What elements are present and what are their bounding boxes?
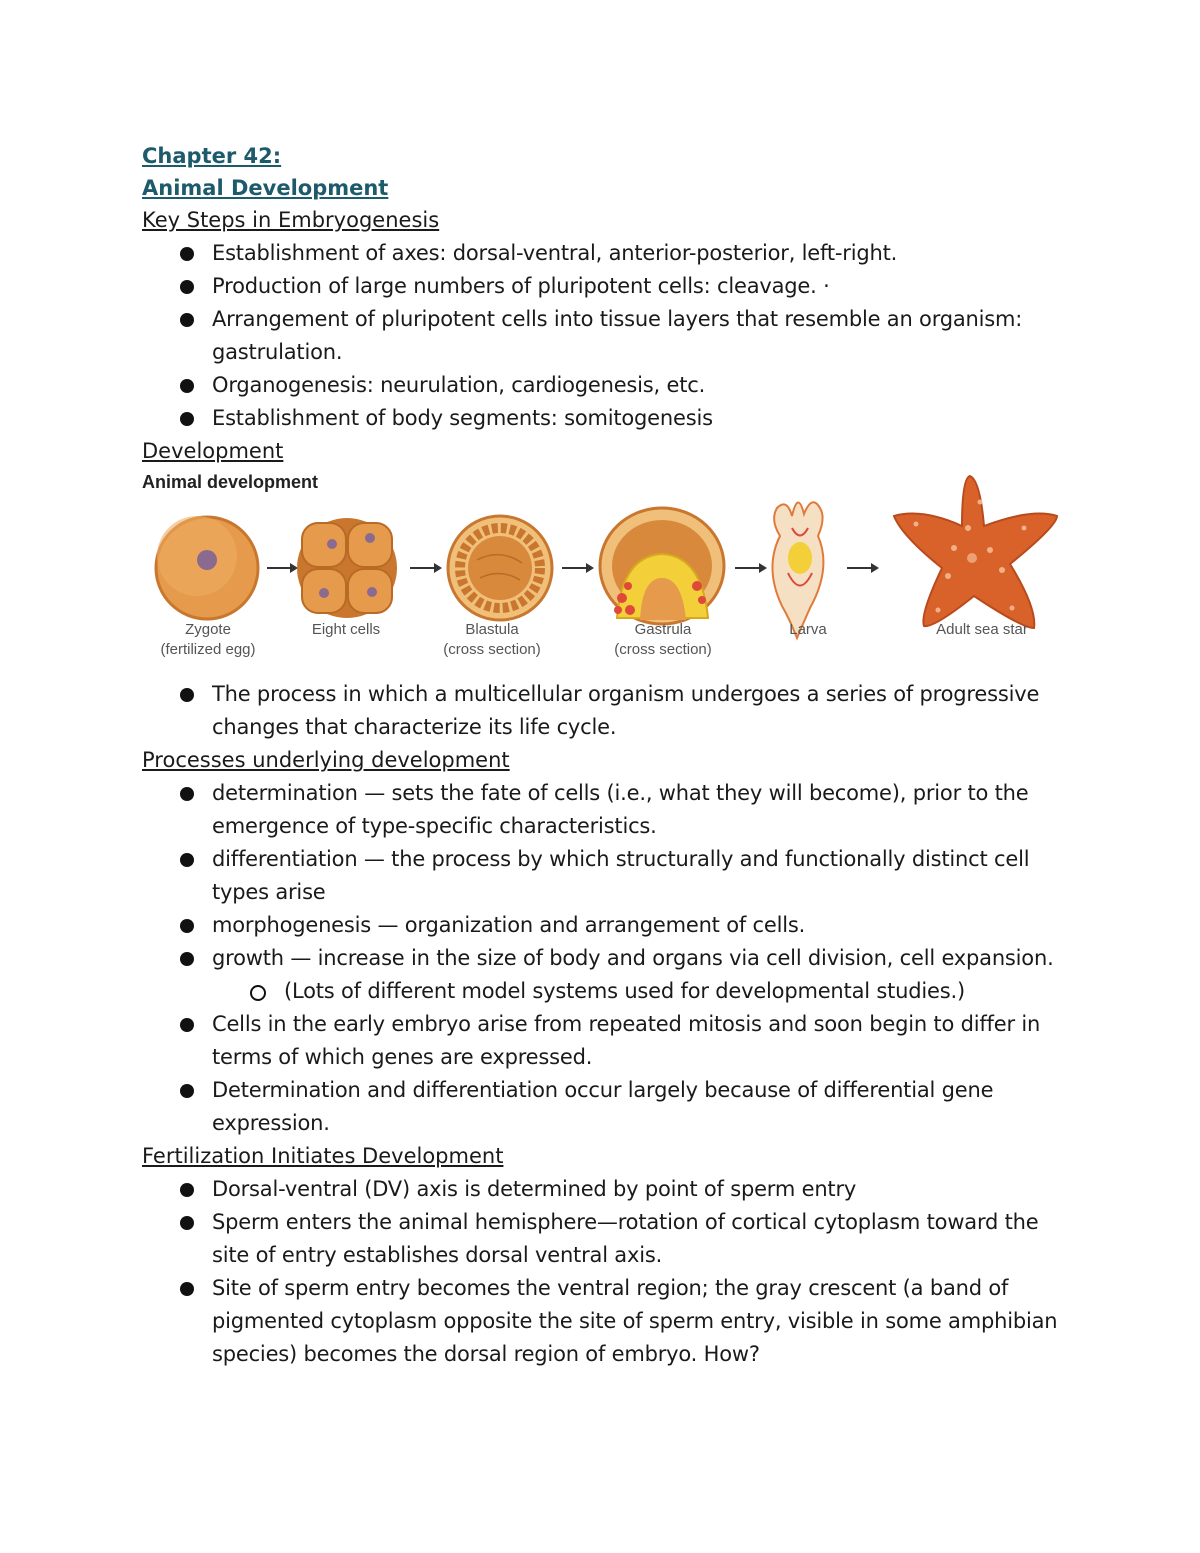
- stage-label-blastula: Blastula (cross section): [443, 621, 541, 658]
- section-heading-fertilization: Fertilization Initiates Development: [142, 1144, 504, 1168]
- arrow-icon: [410, 563, 442, 573]
- arrow-icon: [847, 563, 879, 573]
- stage-label-zygote: Zygote (fertilized egg): [160, 621, 256, 658]
- sea-star-illustration: [894, 476, 1057, 628]
- processes-list: [142, 777, 1072, 1140]
- arrow-icon: [562, 563, 594, 573]
- hollow-bullet-icon: [250, 985, 266, 1001]
- list-item: Establishment of axes: dorsal-ventral, anterior-posterior, left-right.: [142, 237, 1072, 270]
- bullet-icon: [180, 787, 194, 801]
- list-item: morphogenesis — organization and arrangement of cells.: [142, 909, 1072, 942]
- list-item: Determination and differentiation occur largely because of differential gene expression.: [142, 1074, 1072, 1140]
- arrow-icon: [735, 563, 767, 573]
- bullet-icon: [180, 313, 194, 327]
- bullet-icon: [180, 280, 194, 294]
- document-content: [142, 140, 1072, 1371]
- list-item: Cells in the early embryo arise from repeated mitosis and soon begin to differ in terms of which genes are expressed.: [142, 1008, 1072, 1074]
- bullet-icon: [180, 247, 194, 261]
- section-heading-key-steps: Key Steps in Embryogenesis: [142, 208, 440, 232]
- section-heading-development: Development: [142, 439, 284, 463]
- list-item: The process in which a multicellular organism undergoes a series of progressive changes that characterize its life cycle.: [142, 678, 1072, 744]
- larva-illustration: [772, 502, 823, 638]
- bullet-icon: [180, 1282, 194, 1296]
- list-item: Production of large numbers of pluripotent cells: cleavage. ·: [142, 270, 1072, 303]
- bullet-icon: [180, 919, 194, 933]
- list-item: Arrangement of pluripotent cells into tissue layers that resemble an organism: gastrulation.: [142, 303, 1072, 369]
- bullet-icon: [180, 1216, 194, 1230]
- fertilization-list: [142, 1173, 1072, 1371]
- arrow-icon: [267, 563, 298, 573]
- bullet-icon: [180, 1018, 194, 1032]
- bullet-icon: [180, 688, 194, 702]
- list-item: Dorsal-ventral (DV) axis is determined by point of sperm entry: [142, 1173, 1072, 1206]
- bullet-icon: [180, 1084, 194, 1098]
- list-item: Organogenesis: neurulation, cardiogenesis, etc.: [142, 369, 1072, 402]
- list-item: differentiation — the process by which structurally and functionally distinct cell types arise: [142, 843, 1072, 909]
- development-list: [142, 678, 1072, 744]
- section-heading-processes: Processes underlying development: [142, 748, 510, 772]
- bullet-icon: [180, 853, 194, 867]
- bullet-icon: [180, 952, 194, 966]
- list-item: Establishment of body segments: somitogenesis: [142, 402, 1072, 435]
- chapter-heading: Chapter 42:: [142, 144, 282, 168]
- stage-label-gastrula: Gastrula (cross section): [614, 621, 712, 658]
- eight-cells-illustration: [297, 518, 397, 618]
- list-item: Site of sperm entry becomes the ventral region; the gray crescent (a band of pigmented cytoplasm opposite the site of sperm entry, visible in some amphibian species) becomes the dorsal region of embryo. How?: [142, 1272, 1072, 1371]
- list-item: Sperm enters the animal hemisphere—rotation of cortical cytoplasm toward the site of entry establishes dorsal ventral axis.: [142, 1206, 1072, 1272]
- stage-label-adult-sea-star: Adult sea star: [936, 621, 1028, 638]
- bullet-icon: [180, 1183, 194, 1197]
- stage-label-eight-cells: Eight cells: [311, 621, 381, 638]
- list-item: growth — increase in the size of body and organs via cell division, cell expansion.: [142, 942, 1072, 975]
- zygote-illustration: [156, 516, 258, 619]
- bullet-icon: [180, 412, 194, 426]
- animal-development-figure: [142, 468, 1072, 678]
- chapter-title: Animal Development: [142, 176, 389, 200]
- bullet-icon: [180, 379, 194, 393]
- key-steps-list: [142, 237, 1072, 435]
- blastula-illustration: [448, 516, 552, 620]
- stage-label-larva: Larva: [789, 621, 827, 638]
- list-item: determination — sets the fate of cells (i.e., what they will become), prior to the emergence of type-specific characteristics.: [142, 777, 1072, 843]
- sub-list-item: (Lots of different model systems used for developmental studies.): [142, 975, 1072, 1008]
- gastrula-illustration: [600, 508, 724, 624]
- figure-title: Animal development: [142, 472, 319, 492]
